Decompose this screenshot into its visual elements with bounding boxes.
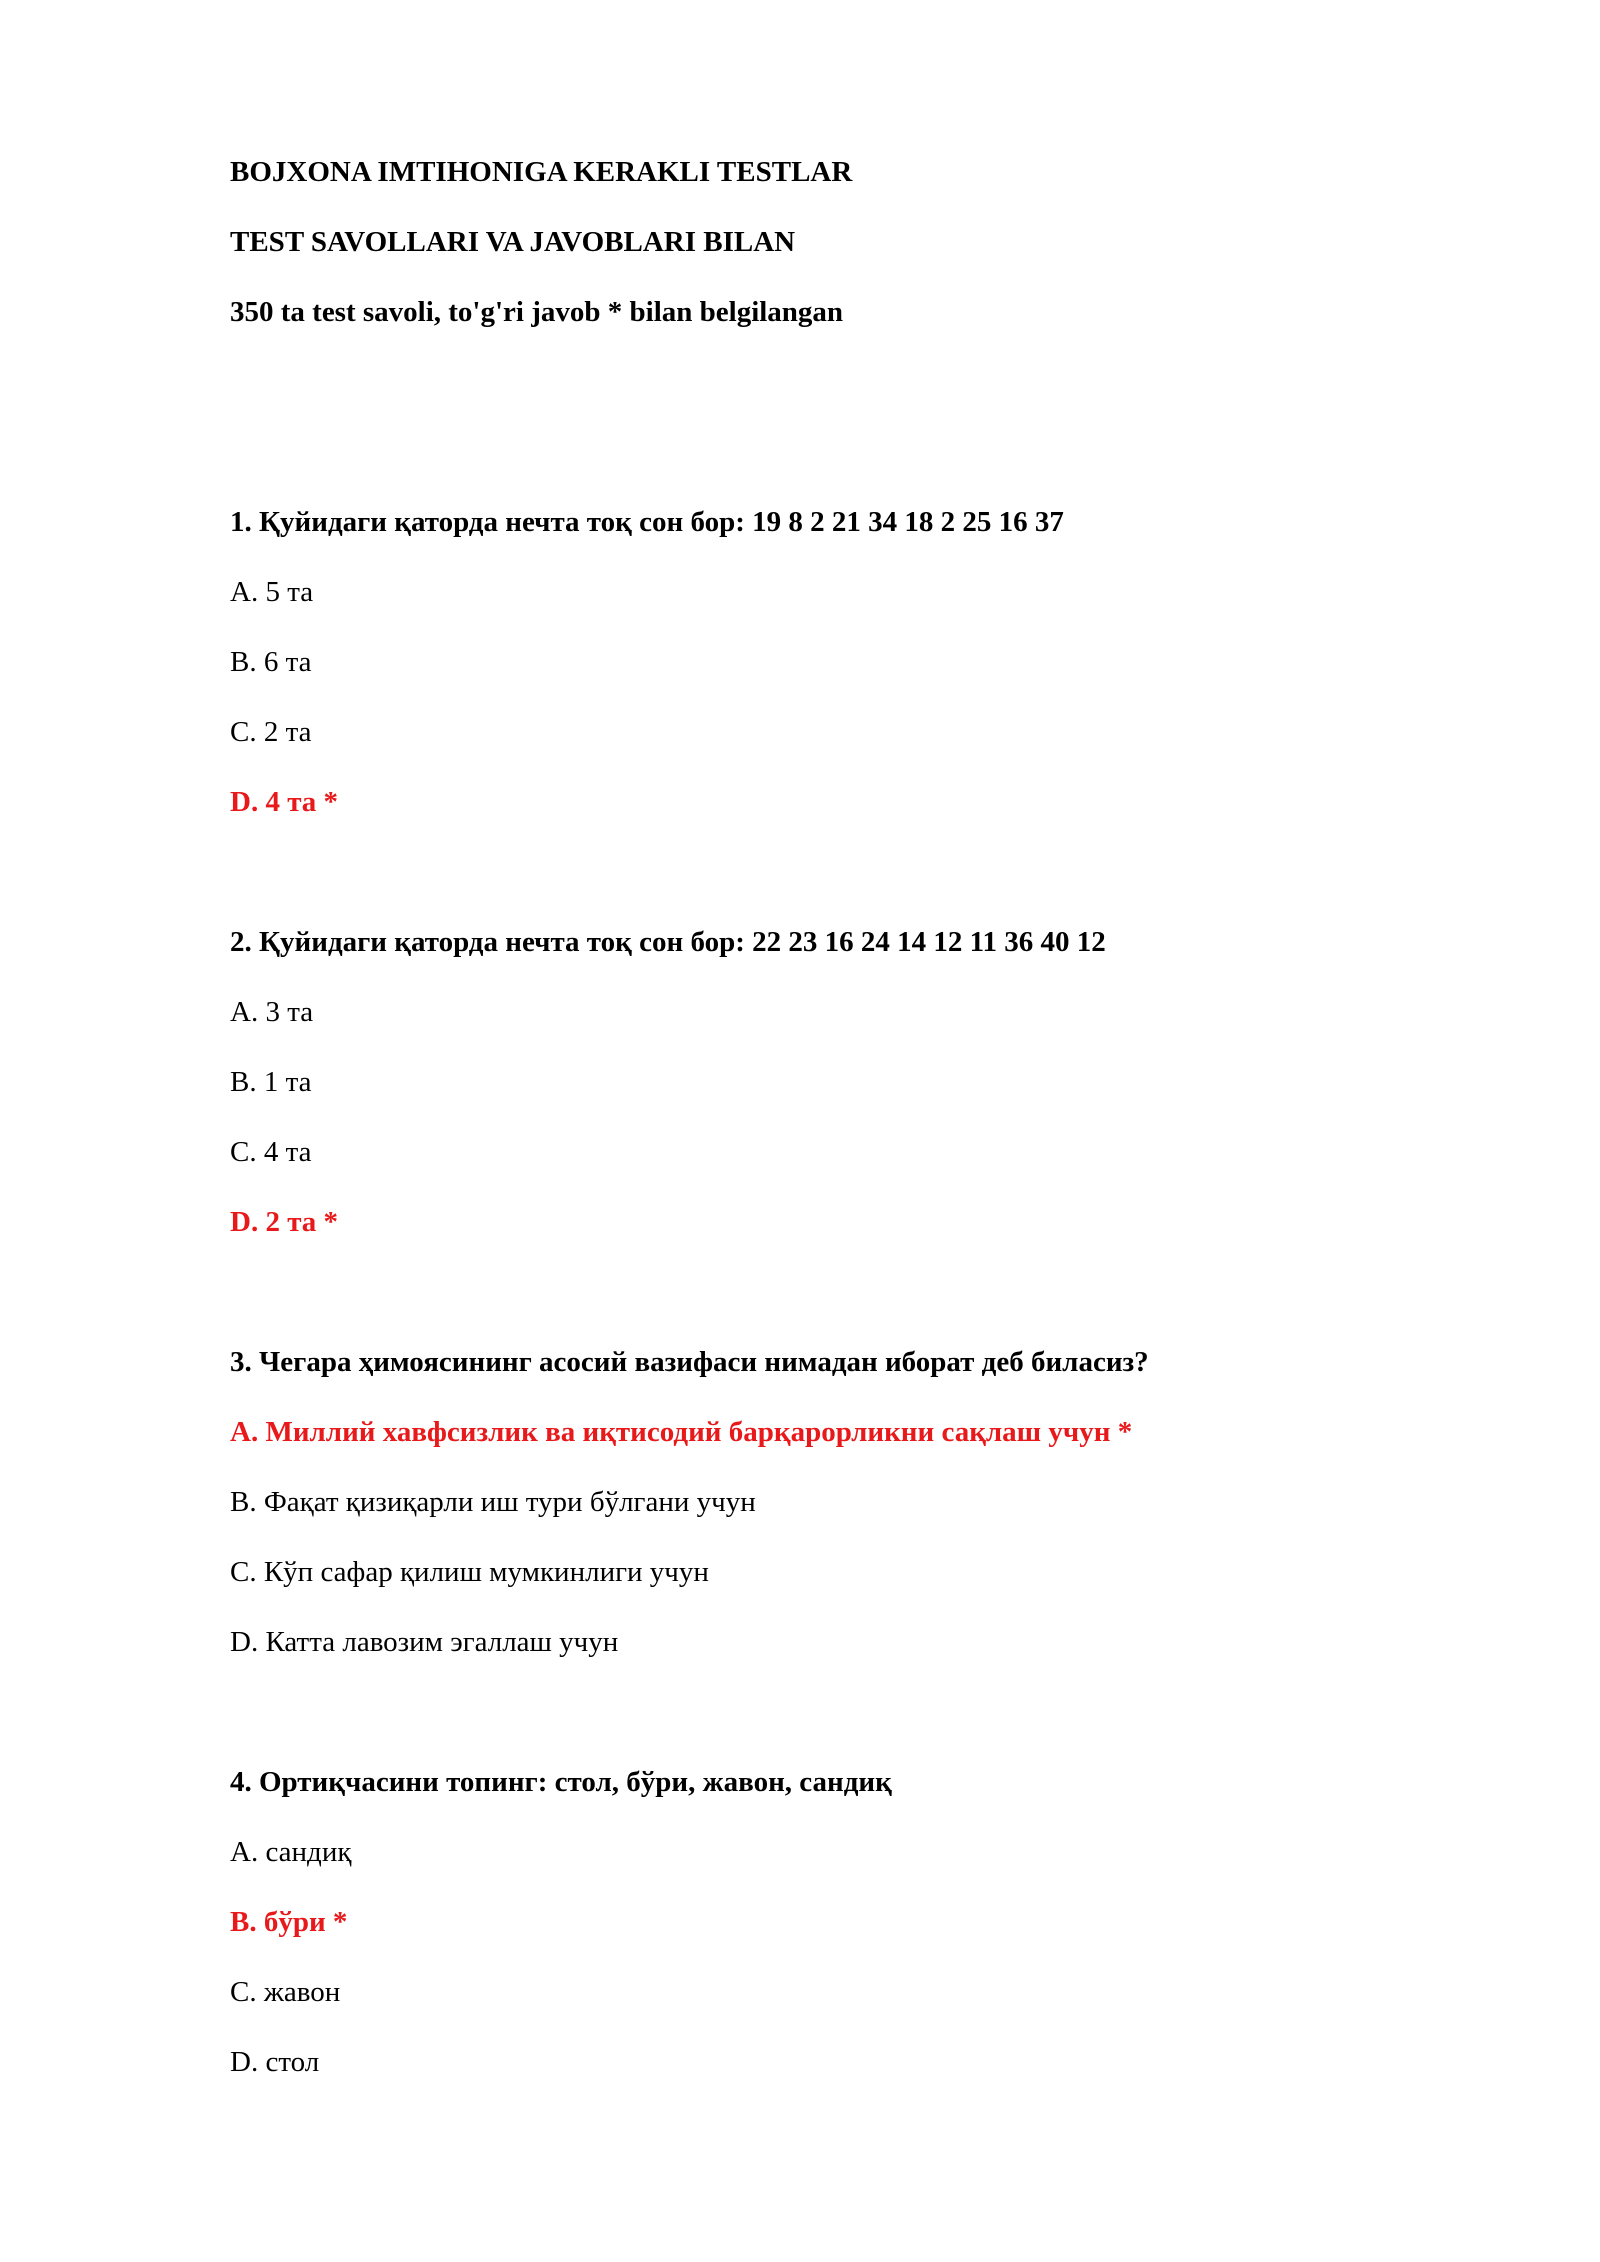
question-text: 2. Қуйидаги қаторда нечта тоқ сон бор: 22 23 16 24 14 12 11 36 40 12 [230,926,1106,958]
answer-option: C. 2 та [230,716,312,748]
correct-answer-option: D. 4 та * [230,786,339,818]
answer-option: D. Катта лавозим эгаллаш учун [230,1626,619,1658]
answer-option: C. Кўп сафар қилиш мумкинлиги учун [230,1556,709,1588]
answer-option: C. 4 та [230,1136,312,1168]
document-title: BOJXONA IMTIHONIGA KERAKLI TESTLAR [230,156,853,188]
correct-answer-option: B. бўри * [230,1906,348,1938]
correct-answer-option: A. Миллий хавфсизлик ва иқтисодий барқарорликни сақлаш учун * [230,1416,1133,1448]
document-note: 350 ta test savoli, to'g'ri javob * bilan belgilangan [230,296,844,328]
correct-answer-option: D. 2 та * [230,1206,339,1238]
answer-option: A. 5 та [230,576,314,608]
answer-option: C. жавон [230,1976,341,2008]
answer-option: B. Фақат қизиқарли иш тури бўлгани учун [230,1486,756,1518]
answer-option: A. 3 та [230,996,314,1028]
question-text: 1. Қуйидаги қаторда нечта тоқ сон бор: 19 8 2 21 34 18 2 25 16 37 [230,506,1064,538]
question-text: 4. Ортиқчасини топинг: стол, бўри, жавон, сандиқ [230,1766,892,1798]
answer-option: B. 6 та [230,646,312,678]
answer-option: B. 1 та [230,1066,312,1098]
answer-option: A. сандиқ [230,1836,352,1868]
answer-option: D. стол [230,2046,320,2078]
question-text: 3. Чегара ҳимоясининг асосий вазифаси нимадан иборат деб биласиз? [230,1346,1149,1378]
document-subtitle: TEST SAVOLLARI VA JAVOBLARI BILAN [230,226,796,258]
